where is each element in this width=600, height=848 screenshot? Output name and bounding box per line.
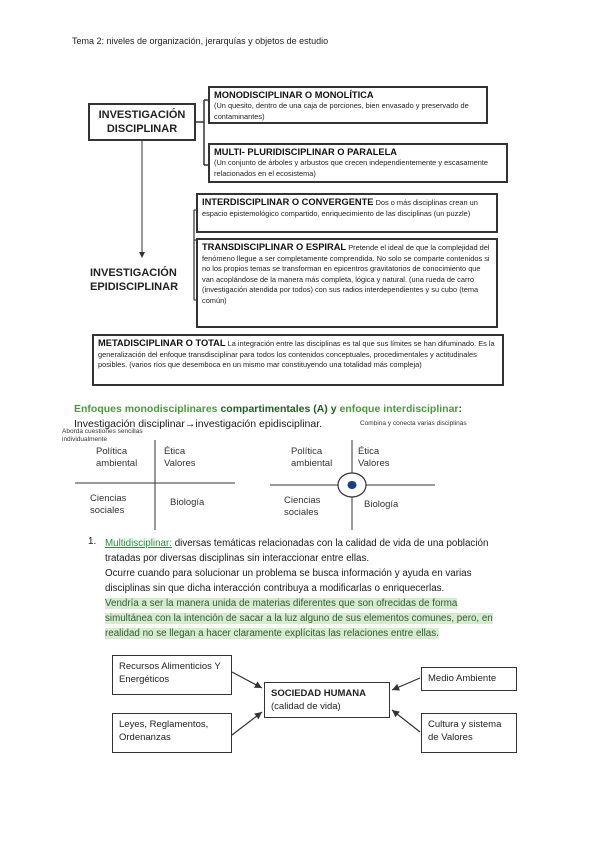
multidisciplinar-paragraph: Multidisciplinar: diversas temáticas relacionadas con la calidad de vida de una población tratadas por diversas disciplinas sin interaccionar entre ellas. Ocurre cuando para solucionar un problema se busca información y ayuda en varias disciplinas sin que dicha interacción contribuya a modificarlas o enriquecerlas. Vendría a ser la manera unida de materias diferentes que son ofrecidas de forma simultánea con la intención de sacar a la luz alguno de sus elementos comunes, pero, en realidad no se llegan a hacer claramente explícitas las relaciones entre ellas. xyxy=(105,538,493,639)
highlighted-text: Vendría a ser la manera unida de materias diferentes que son ofrecidas de forma simultánea con la intención de sacar a la luz alguno de sus elementos comunes, pero, en realidad no se llegan a hacer claramente explícitas las relaciones entre ellas. xyxy=(105,598,493,639)
down-arrow-icon xyxy=(139,252,145,258)
quad-right-ciencias: Ciencias sociales xyxy=(284,495,321,518)
transdisciplinar-box: TRANSDISCIPLINAR O ESPIRAL Pretende el ideal de que la complejidad del fenómeno llegue a ser completamente comprendida. No solo se comparte contenidos si no los propios temas se transforman en epicentros gravitatorios de conocimiento que van acoplándose de la manera más completa, lógica y natural. (una rueda de carro (investigación atendida por todos) con sus radios interdependientes y su cubo (tema común) xyxy=(196,238,498,328)
quad-left-politica: Política ambiental xyxy=(96,446,138,469)
quad-right-etica: Ética Valores xyxy=(358,446,390,469)
quad-left-ciencias: Ciencias sociales xyxy=(90,493,127,516)
cultura-box: Cultura y sistema de Valores xyxy=(421,713,517,753)
item-number: 1. xyxy=(88,536,97,547)
quad-right-politica: Política ambiental xyxy=(291,446,333,469)
quad-right-biologia: Biología xyxy=(364,499,399,510)
section-title: Enfoques monodisciplinares compartimentales (A) y enfoque interdisciplinar: xyxy=(74,403,463,415)
sociedad-humana-box: SOCIEDAD HUMANA (calidad de vida) xyxy=(264,682,390,718)
recursos-box: Recursos Alimenticios Y Energéticos xyxy=(112,655,232,695)
metadisciplinar-box: METADISCIPLINAR O TOTAL La integración entre las disciplinas es tal que sus límites se han difuminado. Es la generalización del enfoque transdisciplinar para todos los contenidos conceptuales, procedimentales y actitudinales posibles. (varios ríos que desemboca en un mismo mar constituyendo una totalidad más compleja) xyxy=(92,334,504,386)
quad-left-biologia: Biología xyxy=(170,497,205,508)
multidisciplinar-link[interactable]: Multidisciplinar: xyxy=(105,538,172,549)
medio-ambiente-box: Medio Ambiente xyxy=(421,667,517,691)
leyes-box: Leyes, Reglamentos, Ordenanzas xyxy=(112,713,232,753)
quad-left-note: Aborda cuestiones sencillas individualmente xyxy=(62,428,143,443)
quad-left-etica: Ética Valores xyxy=(164,446,196,469)
investigacion-disciplinar-box: INVESTIGACIÓN DISCIPLINAR xyxy=(88,103,196,141)
interdisciplinar-box: INTERDISCIPLINAR O CONVERGENTE Dos o más disciplinas crean un espacio epistemológico compartido, enriquecimiento de las disciplinas (un puzzle) xyxy=(196,193,498,233)
hub-center-icon xyxy=(348,481,357,489)
quad-right-note: Combina y conecta varias disciplinas xyxy=(360,420,467,427)
multidisciplinar-box: MULTI- PLURIDISCIPLINAR O PARALELA (Un conjunto de árboles y arbustos que crecen independientemente y escasamente relacionados en el ecosistema) xyxy=(208,143,508,183)
investigacion-epidisciplinar-label: INVESTIGACIÓN EPIDISCIPLINAR xyxy=(90,267,179,293)
page-header: Tema 2: niveles de organización, jerarquías y objetos de estudio xyxy=(72,36,329,46)
monodisciplinar-box: MONODISCIPLINAR O MONOLÍTICA (Un quesito, dentro de una caja de porciones, bien envasado y preservado de contaminantes) xyxy=(208,86,488,124)
section-subtitle: Investigación disciplinar→investigación epidisciplinar. xyxy=(74,418,323,430)
